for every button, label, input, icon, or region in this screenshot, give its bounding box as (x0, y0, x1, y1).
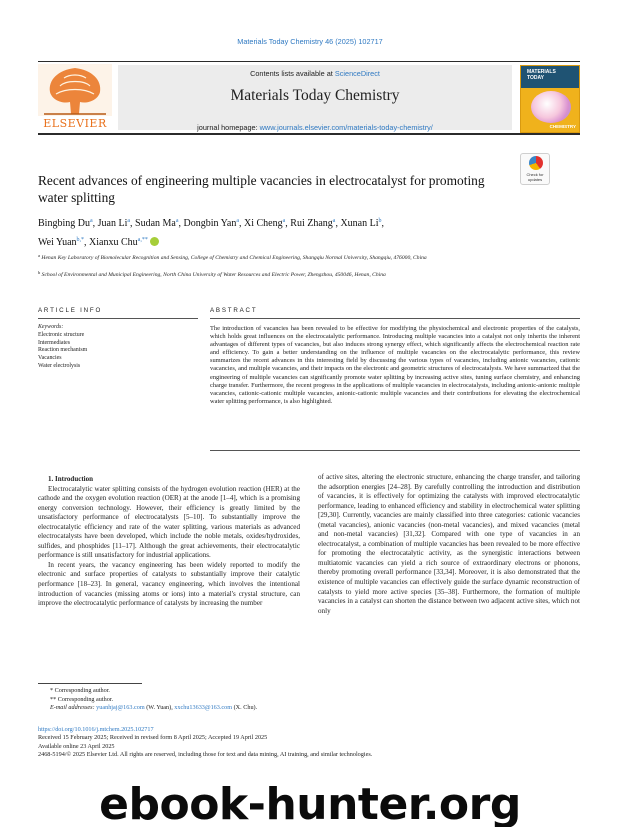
author-name[interactable]: Bingbing Du (38, 218, 90, 229)
keywords-label: Keywords: (38, 324, 64, 330)
keywords-block (38, 324, 198, 371)
sciencedirect-link[interactable]: ScienceDirect (334, 69, 380, 78)
tree-icon (38, 64, 112, 116)
email-label: E-mail addresses: (50, 704, 95, 712)
author-affil-marker[interactable]: a (282, 218, 286, 224)
orcid-icon[interactable] (150, 237, 159, 246)
author-affil-marker[interactable]: a,** (137, 237, 148, 243)
journal-title[interactable]: Materials Today Chemistry (230, 87, 400, 104)
copyright-line: 2468-5194/© 2025 Elsevier Ltd. All rights are reserved, including those for text and data mining, AI training, and similar technologies. (38, 751, 373, 759)
author-name[interactable]: Xianxu Chu (89, 237, 138, 248)
corresponding-note: ** Corresponding author. (50, 695, 114, 703)
available-online: Available online 23 April 2025 (38, 742, 115, 750)
keyword-item[interactable]: Intermediates (38, 339, 71, 346)
affiliation-label: b (38, 270, 41, 275)
abstract-bottom-divider (210, 450, 580, 451)
body-column-right (318, 473, 580, 616)
cover-title-line1: MATERIALS (527, 69, 556, 75)
cover-title-line2: TODAY (527, 75, 544, 81)
author-name[interactable]: Sudan Ma (135, 218, 176, 229)
abstract-text: The introduction of vacancies has been revealed to be effective for modifying the physiochemical and electronic properties of the catalysts, which holds great influences on the electrocatalytic performance. Introducing multiple vacancies into a catalyst not only inherits the inherent advantages of different types of vacancies, but also induces strong synergy effect, which significantly affects the electrochemical reaction rate and efficiency. To gain a better understanding on the influence of multiple vacancies on the electrocatalytic performance, this review summarizes the recent advances in this interesting field by discussing the various types of vacancies, including anionic vacancies, cationic vacancies, and multiple vacancies, and their impacts on the electronic and geometric structures of electrocatalysts. We have summarized that the engineering of multiple vacancies can significantly promote water splitting by increasing active sites, tuning surface chemistry, and enhancing charge transfer. Furthermore, the recent progress in the applications of multiple vacancies in electrocatalysts, including anionic-anionic multiple vacancies, cationic-cationic multiple vacancies, anionic-cationic multiple vacancies and their contributions for elevating the electrochemical water splitting performance, is also highlighted. (210, 325, 580, 405)
journal-citation[interactable]: Materials Today Chemistry 46 (2025) 102717 (237, 37, 383, 46)
cover-artwork (531, 91, 571, 123)
author-affil-marker[interactable]: a (332, 218, 336, 224)
doi-link[interactable]: https://doi.org/10.1016/j.mtchem.2025.102717 (38, 726, 154, 733)
keyword-item[interactable]: Reaction mechanism (38, 347, 88, 354)
author-affil-marker[interactable]: a (127, 218, 131, 224)
cover-footer: CHEMISTRY (549, 124, 576, 129)
author-list: Bingbing Du$^a$, Juan Li$^a$, Sudan Ma$^a$, Dongbin Yan$^a$, Xi Cheng$^a$, Rui Zhang$^a$, Xunan Li$^b$, Wei Yuan$^{b,*}$, Xianxu Chu$^{a,**}$ (38, 218, 384, 248)
affiliation-text: School of Environmental and Municipal Engineering, North China University of Water Resources and Electric Power, Zhengzhou, 450046, Henan, China (41, 272, 386, 278)
email-link[interactable]: xxchu13633@163.com (174, 704, 233, 712)
journal-cover-thumbnail[interactable] (520, 65, 580, 133)
abstract-heading: ABSTRACT (210, 307, 258, 314)
footnotes (38, 687, 578, 713)
received-dates: Received 15 February 2025; Received in revised form 8 April 2025; Accepted 19 April 2025 (38, 734, 268, 742)
affiliation-a (38, 252, 578, 262)
elsevier-logo[interactable] (38, 64, 112, 132)
homepage-link[interactable]: www.journals.elsevier.com/materials-today-chemistry/ (259, 123, 433, 132)
contents-prefix: Contents lists available at (250, 69, 335, 78)
article-info-heading: ARTICLE INFO (38, 307, 103, 314)
body-paragraph: Electrocatalytic water splitting consists of the hydrogen evolution reaction (HER) at the cathode and the oxygen evolution reaction (OER) at the anode [1–4], which is a promising energy conversion technology. However, their efficiency is greatly limited by the unsatisfactory performance of electrocatalysts [5–10]. To substantially improve the electrocatalytic efficiency and rate of the water splitting, various materials as advanced electrocatalysts have been developed, which include the noble metals, oxides/hydroxides, sulfides, and phosphides [11–17]. Although the great achievements, their electrocatalytic performance is still unsatisfactory for industrial applications. (38, 484, 300, 560)
crossmark-icon (529, 156, 543, 170)
author-name[interactable]: Xunan Li (340, 218, 379, 229)
author-name[interactable]: Wei Yuan (38, 237, 77, 248)
corresponding-note: * Corresponding author. (50, 687, 110, 694)
keyword-item[interactable]: Vacancies (38, 355, 62, 362)
email-link[interactable]: yuanhjaj@163.com (96, 704, 145, 712)
footnote-divider (38, 683, 142, 684)
author-affil-marker[interactable]: a (236, 218, 239, 224)
body-paragraph: In recent years, the vacancy engineering has been widely reported to modify the electronic and surface properties of catalysts to substantially improve their catalytic performance [18–23]. In general, vacancy engineering, which involves the intentional introduction of vacancies (missing atoms or ions) into a material's crystal structure, can improve the electrocatalytic performance of catalysts by increasing the number (38, 560, 300, 608)
contents-availability (118, 69, 512, 78)
body-paragraph: of active sites, altering the electronic structure, enhancing the charge transfer, and tailoring the adsorption energies [24–28]. By carefully controlling the introduction and distribution of vacancies, it is effectively for optimizing the catalysts with improved electrocatalytic performance, leading to enhanced efficiency and stability in electrochemical water splitting [29,30]. Currently, vacancies are mainly classified into three categories: cationic vacancies (metal vacancies), anionic vacancies (non-metal vacancies), and mixed vacancies (metal and non-metal vacancies) [31,32]. Compared with one type of vacancies in an electrocatalyst, a combination of multiple vacancies has been revealed to be more effective for promoting the electrocatalytic activity, as the synergistic interactions between multiatomic vacancies can yield a rich source of extraordinary electrons or phonons, thereby promoting overall performance [33,34]. Moreover, it is also demonstrated that the existence of multiple vacancies can effectively guide the surface dynamic reconstruction of catalysts to yield more active species [35–38]. Furthermore, the formation of multiple vacancies in a catalyst can shorten the distance between two adjacent active sites, which not only (318, 473, 580, 615)
article-title: Recent advances of engineering multiple vacancies in electrocatalyst for promoting water splitting (38, 173, 485, 205)
email-owner: (X. Chu). (233, 704, 258, 712)
keyword-item[interactable]: Electronic structure (38, 331, 85, 338)
keyword-item[interactable]: Water electrolysis (38, 362, 81, 369)
journal-homepage (118, 123, 512, 132)
article-info-divider (38, 318, 198, 319)
check-updates-label: Check for updates (526, 172, 544, 182)
author-affil-marker[interactable]: a (89, 218, 93, 224)
affiliation-text: Henan Key Laboratory of Biomolecular Recognition and Sensing, College of Chemistry and Chemical Engineering, Shangqiu Normal University, Shangqiu, 476000, China (41, 255, 427, 261)
cover-title (527, 69, 556, 81)
masthead-center (118, 65, 512, 130)
publication-info (38, 726, 578, 760)
author-affil-marker[interactable]: b,* (76, 237, 85, 243)
watermark-text: ebook-hunter.org (99, 779, 521, 827)
elsevier-wordmark: ELSEVIER (43, 117, 107, 130)
abstract-divider (210, 318, 580, 319)
author-affil-marker[interactable]: a (175, 218, 179, 224)
author-name[interactable]: Juan Li (97, 218, 128, 229)
homepage-prefix: journal homepage: (197, 123, 260, 132)
section-heading: 1. Introduction (48, 475, 93, 483)
email-line (38, 704, 578, 713)
author-name[interactable]: Xi Cheng (244, 218, 283, 229)
journal-masthead (38, 61, 580, 135)
author-name[interactable]: Dongbin Yan (183, 218, 237, 229)
email-owner: (W. Yuan), (146, 704, 173, 712)
author-affil-marker[interactable]: b (378, 218, 382, 224)
affiliation-b (38, 269, 578, 279)
author-name[interactable]: Rui Zhang (290, 218, 333, 229)
check-for-updates-button[interactable] (520, 153, 550, 185)
affiliation-label: a (38, 253, 40, 258)
body-column-left (38, 475, 300, 609)
